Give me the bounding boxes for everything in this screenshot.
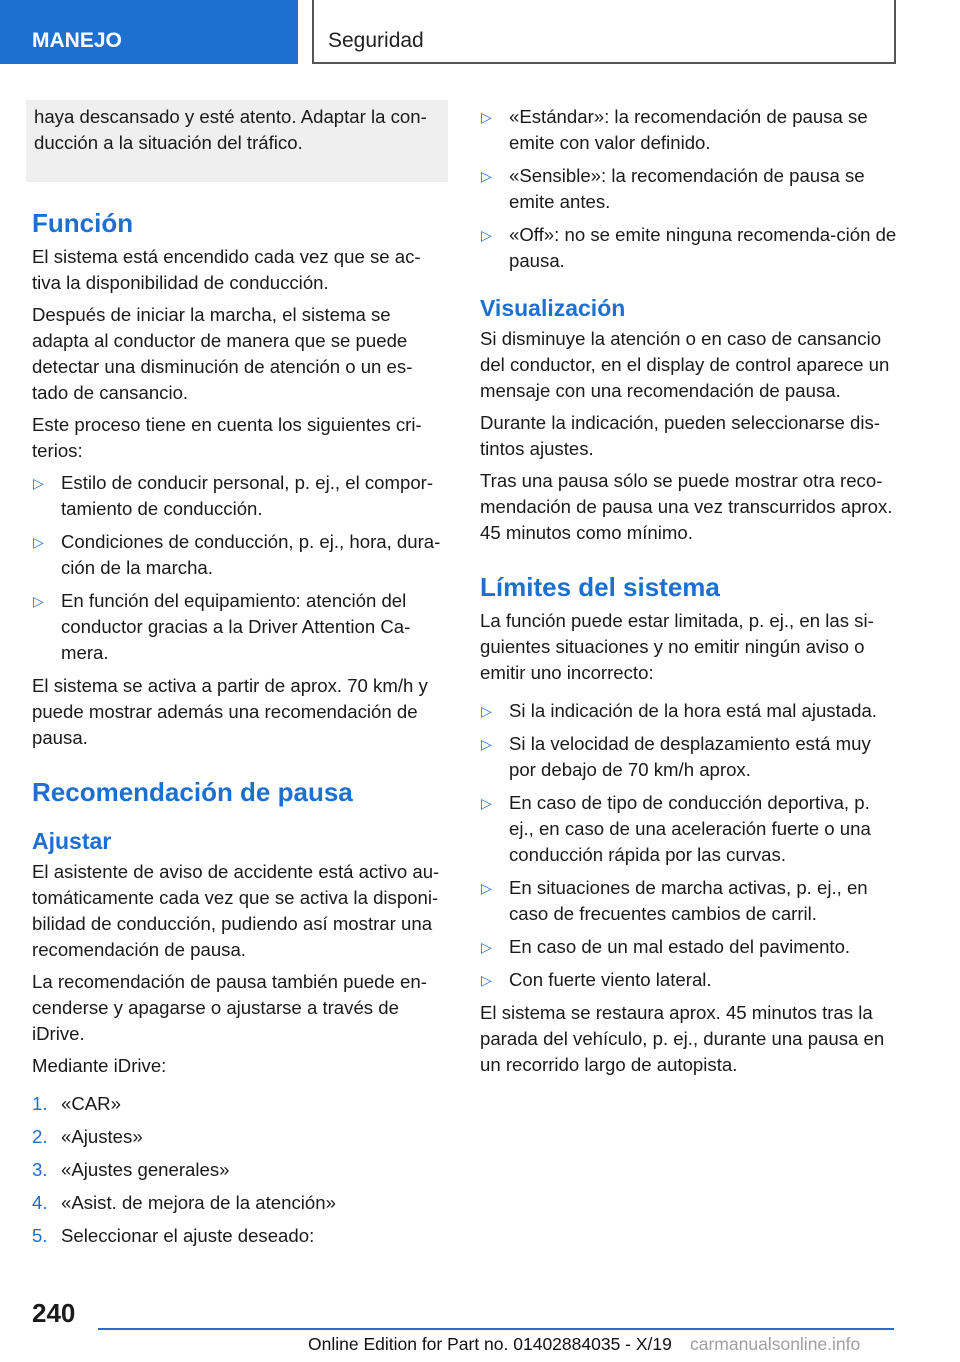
paragraph: El sistema está encendido cada vez que se ac‐tiva la disponibilidad de conducción. — [32, 246, 421, 293]
list-item — [480, 875, 898, 927]
step-text: «CAR» — [61, 1093, 121, 1114]
subheading-visualizacion: Visualización — [480, 295, 626, 321]
paragraph: El asistente de aviso de accidente está activo au‐tomáticamente cada vez que se activa la disponi‐bilidad de conducción, pudiendo así mostrar una recomendación de pausa. — [32, 861, 440, 960]
list-item — [480, 163, 898, 215]
list-item — [480, 967, 898, 993]
bullet-triangle-icon: ▷ — [481, 703, 492, 719]
list-item-text: Condiciones de conducción, p. ej., hora, dura‐ción de la marcha. — [61, 531, 441, 578]
paragraph: Mediante iDrive: — [32, 1055, 167, 1076]
step-item — [32, 1190, 448, 1216]
list-item — [480, 790, 898, 868]
step-item — [32, 1157, 448, 1183]
paragraph: El sistema se activa a partir de aprox. 70 km/h y puede mostrar además una recomendación de pausa. — [32, 675, 428, 748]
paragraph: La recomendación de pausa también puede en‐cenderse y apagarse o ajustarse a través de iDrive. — [32, 971, 427, 1044]
options-list — [480, 104, 898, 274]
bullet-triangle-icon: ▷ — [481, 795, 492, 811]
step-item — [32, 1223, 448, 1249]
footer-edition: Online Edition for Part no. 01402884035 - X/19 — [308, 1334, 672, 1354]
bullet-triangle-icon: ▷ — [33, 534, 44, 550]
list-item — [32, 470, 448, 522]
left-column — [32, 100, 448, 1256]
bullet-triangle-icon: ▷ — [481, 736, 492, 752]
paragraph: El sistema se restaura aprox. 45 minutos tras la parada del vehículo, p. ej., durante una pausa en un recorrido largo de autopista. — [480, 1002, 885, 1075]
heading-recomendacion: Recomendación de pausa — [32, 777, 353, 807]
subheading-ajustar: Ajustar — [32, 828, 112, 854]
step-number: 3. — [32, 1159, 48, 1180]
paragraph: La función puede estar limitada, p. ej., en las si‐guientes situaciones y no emitir ningún aviso o emitir uno incorrecto: — [480, 610, 874, 683]
bullet-triangle-icon: ▷ — [33, 593, 44, 609]
list-item — [32, 588, 448, 666]
list-item — [480, 222, 898, 274]
footer-rule — [98, 1328, 894, 1330]
idrive-steps — [32, 1091, 448, 1249]
list-item-text: «Estándar»: la recomendación de pausa se emite con valor definido. — [509, 106, 868, 153]
list-item-text: «Sensible»: la recomendación de pausa se emite antes. — [509, 165, 865, 212]
page-number: 240 — [32, 1298, 76, 1328]
list-item-text: En caso de un mal estado del pavimento. — [509, 936, 851, 957]
list-item-text: Con fuerte viento lateral. — [509, 969, 712, 990]
step-number: 1. — [32, 1093, 48, 1114]
bullet-triangle-icon: ▷ — [481, 880, 492, 896]
bullet-triangle-icon: ▷ — [481, 109, 492, 125]
section-tab — [0, 0, 298, 64]
list-item-text: En caso de tipo de conducción deportiva, p. ej., en caso de una aceleración fuerte o una conducción rápida por las curvas. — [509, 792, 871, 865]
step-text: «Asist. de mejora de la atención» — [61, 1192, 336, 1213]
paragraph: Si disminuye la atención o en caso de cansancio del conductor, en el display de control aparece un mensaje con una recomendación de pausa. — [480, 328, 890, 401]
step-text: Seleccionar el ajuste deseado: — [61, 1225, 315, 1246]
bullet-triangle-icon: ▷ — [481, 939, 492, 955]
step-number: 5. — [32, 1225, 48, 1246]
step-number: 4. — [32, 1192, 48, 1213]
step-text: «Ajustes» — [61, 1126, 143, 1147]
bullet-triangle-icon: ▷ — [481, 227, 492, 243]
note-box: haya descansado y esté atento. Adaptar la con‐ducción a la situación del tráfico. — [26, 100, 448, 182]
bullet-triangle-icon: ▷ — [481, 168, 492, 184]
list-item-text: En función del equipamiento: atención del conductor gracias a la Driver Attention Ca‐mera. — [61, 590, 411, 663]
section-label: MANEJO — [32, 29, 122, 52]
step-text: «Ajustes generales» — [61, 1159, 230, 1180]
list-item-text: Si la velocidad de desplazamiento está muy por debajo de 70 km/h aprox. — [509, 733, 871, 780]
list-item — [480, 698, 898, 724]
list-item-text: Si la indicación de la hora está mal ajustada. — [509, 700, 877, 721]
heading-funcion: Función — [32, 208, 134, 238]
watermark: carmanualsonline.info — [690, 1334, 861, 1354]
list-item — [480, 934, 898, 960]
bullet-triangle-icon: ▷ — [481, 972, 492, 988]
list-item — [32, 529, 448, 581]
header-title-box — [312, 0, 896, 64]
paragraph: Tras una pausa sólo se puede mostrar otra reco‐mendación de pausa una vez transcurridos aprox. 45 minutos como mínimo. — [480, 470, 893, 543]
step-item — [32, 1124, 448, 1150]
paragraph: Durante la indicación, pueden seleccionarse dis‐tintos ajustes. — [480, 412, 881, 459]
page-header-title: Seguridad — [328, 29, 424, 52]
list-item — [480, 731, 898, 783]
bullet-triangle-icon: ▷ — [33, 475, 44, 491]
list-item — [480, 104, 898, 156]
right-column — [480, 104, 898, 1084]
list-item-text: En situaciones de marcha activas, p. ej., en caso de frecuentes cambios de carril. — [509, 877, 868, 924]
paragraph: Este proceso tiene en cuenta los siguientes cri‐terios: — [32, 414, 422, 461]
step-item — [32, 1091, 448, 1117]
limits-list — [480, 698, 898, 993]
paragraph: Después de iniciar la marcha, el sistema se adapta al conductor de manera que se puede detectar una disminución de atención o un es‐tado de cansancio. — [32, 304, 413, 403]
list-item-text: «Off»: no se emite ninguna recomenda‐ción de pausa. — [509, 224, 897, 271]
list-item-text: Estilo de conducir personal, p. ej., el compor‐tamiento de conducción. — [61, 472, 434, 519]
step-number: 2. — [32, 1126, 48, 1147]
criteria-list — [32, 470, 448, 666]
heading-limites: Límites del sistema — [480, 572, 720, 602]
